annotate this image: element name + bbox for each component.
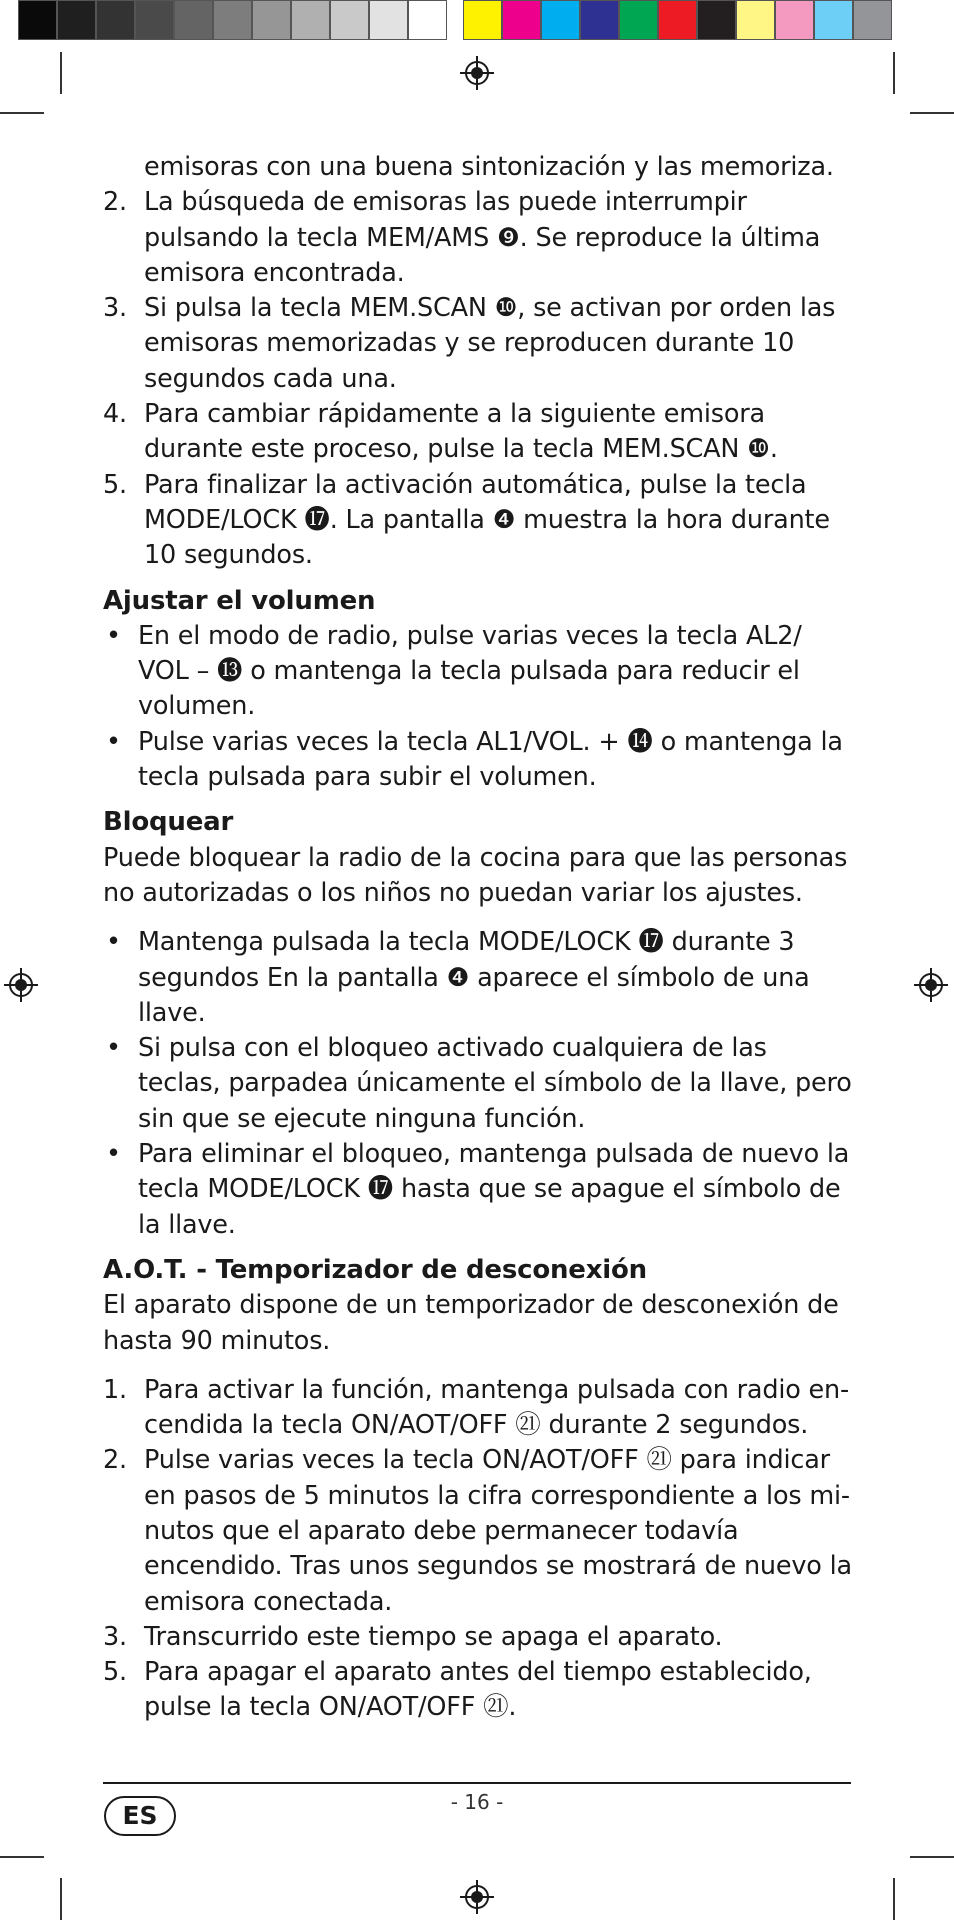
bullet-icon: • <box>106 1139 121 1170</box>
crop-mark <box>0 1856 44 1858</box>
page-number: - 16 - <box>450 1790 504 1814</box>
crop-mark <box>0 112 44 114</box>
registration-mark-icon <box>460 1880 494 1914</box>
color-swatch <box>408 0 447 40</box>
footer-rule <box>103 1782 851 1784</box>
registration-mark-icon <box>4 968 38 1002</box>
list-continuation: emisoras con una buena sintonización y las memoriza. <box>144 152 834 182</box>
crop-mark <box>910 112 954 114</box>
list-item: 3. Transcurrido este tiempo se apaga el aparato. <box>103 1621 723 1652</box>
lock-intro: Puede bloquear la radio de la cocina para que las personas no autorizadas o los niños no puedan variar los ajustes. <box>103 842 848 908</box>
color-swatch <box>697 0 736 40</box>
list-item: • En el modo de radio, pulse varias veces la tecla AL2/ VOL – ⓭ o mantenga la tecla pulsada para reducir el volumen. <box>106 620 802 722</box>
color-swatch <box>18 0 57 40</box>
list-item: 2. La búsqueda de emisoras las puede interrumpir pulsando la tecla MEM/AMS ❾. Se reproduce la última emisora encontrada. <box>103 187 821 288</box>
color-swatch <box>57 0 96 40</box>
color-swatch <box>135 0 174 40</box>
list-item: 4. Para cambiar rápidamente a la siguiente emisora durante este proceso, pulse la tecla MEM.SCAN ❿. <box>103 399 778 465</box>
color-swatch <box>463 0 502 40</box>
crop-mark <box>893 52 895 94</box>
list-item: 2. Pulse varias veces la tecla ON/AOT/OFF ㉑ para indicar en pasos de 5 minutos la cifra correspondiente a los minutos que el aparato debe permanecer todavía encendido. Tras unos segundos se mostrará de nuevo la emisora conectada. <box>103 1445 852 1617</box>
crop-mark <box>910 1856 954 1858</box>
color-swatch <box>96 0 135 40</box>
color-swatch <box>580 0 619 40</box>
color-swatch <box>853 0 892 40</box>
crop-mark <box>60 1878 62 1920</box>
list-item: 5. Para finalizar la activación automática, pulse la tecla MODE/LOCK ⓱. La pantalla ❹ muestra la hora durante 10 segundos. <box>103 469 830 571</box>
volume-list <box>103 619 853 795</box>
language-badge: ES <box>104 1796 176 1836</box>
section-heading-volume: Ajustar el volumen <box>103 585 376 616</box>
registration-mark-icon <box>914 968 948 1002</box>
color-swatch <box>213 0 252 40</box>
aot-steps-list <box>103 1373 853 1726</box>
list-item: • Si pulsa con el bloqueo activado cualquiera de las teclas, parpadea únicamente el símbolo de la llave, pero sin que se ejecute ninguna función. <box>106 1033 852 1134</box>
list-item: • Para eliminar el bloqueo, mantenga pulsada de nuevo la tecla MODE/LOCK ⓱ hasta que se apague el símbolo de la llave. <box>106 1139 850 1240</box>
color-swatch <box>775 0 814 40</box>
bullet-icon: • <box>106 1033 121 1064</box>
bullet-icon: • <box>106 620 121 651</box>
color-swatch <box>736 0 775 40</box>
color-swatch <box>252 0 291 40</box>
list-item: • Pulse varias veces la tecla AL1/VOL. + ⓮ o mantenga la tecla pulsada para subir el volumen. <box>106 726 843 793</box>
section-heading-aot: A.O.T. - Temporizador de desconexión <box>103 1254 647 1285</box>
color-swatch <box>330 0 369 40</box>
color-swatch <box>658 0 697 40</box>
bullet-icon: • <box>106 726 121 757</box>
list-item: 3. Si pulsa la tecla MEM.SCAN ❿, se activan por orden las emisoras memorizadas y se reproducen durante 10 segundos cada una. <box>103 293 836 394</box>
registration-mark-icon <box>460 56 494 90</box>
crop-mark <box>60 52 62 94</box>
color-swatch <box>541 0 580 40</box>
bullet-icon: • <box>106 927 121 958</box>
crop-mark <box>893 1878 895 1920</box>
list-item: • Mantenga pulsada la tecla MODE/LOCK ⓱ durante 3 segundos En la pantalla ❹ aparece el símbolo de una llave. <box>106 927 810 1028</box>
color-swatch <box>814 0 853 40</box>
color-swatch <box>619 0 658 40</box>
list-item: 5. Para apagar el aparato antes del tiempo establecido, pulse la tecla ON/AOT/OFF ㉑. <box>103 1657 812 1723</box>
lock-list <box>103 925 853 1243</box>
aot-intro: El aparato dispone de un temporizador de desconexión de hasta 90 minutos. <box>103 1290 839 1356</box>
list-item: 1. Para activar la función, mantenga pulsada con radio encendida la tecla ON/AOT/OFF ㉑ durante 2 segundos. <box>103 1374 850 1441</box>
color-swatch <box>291 0 330 40</box>
color-calibration-bar <box>18 0 892 44</box>
manual-page-body <box>103 150 853 1726</box>
scan-steps-list <box>103 185 853 573</box>
color-swatch <box>502 0 541 40</box>
section-heading-lock: Bloquear <box>103 807 234 838</box>
color-swatch <box>174 0 213 40</box>
color-swatch <box>369 0 408 40</box>
